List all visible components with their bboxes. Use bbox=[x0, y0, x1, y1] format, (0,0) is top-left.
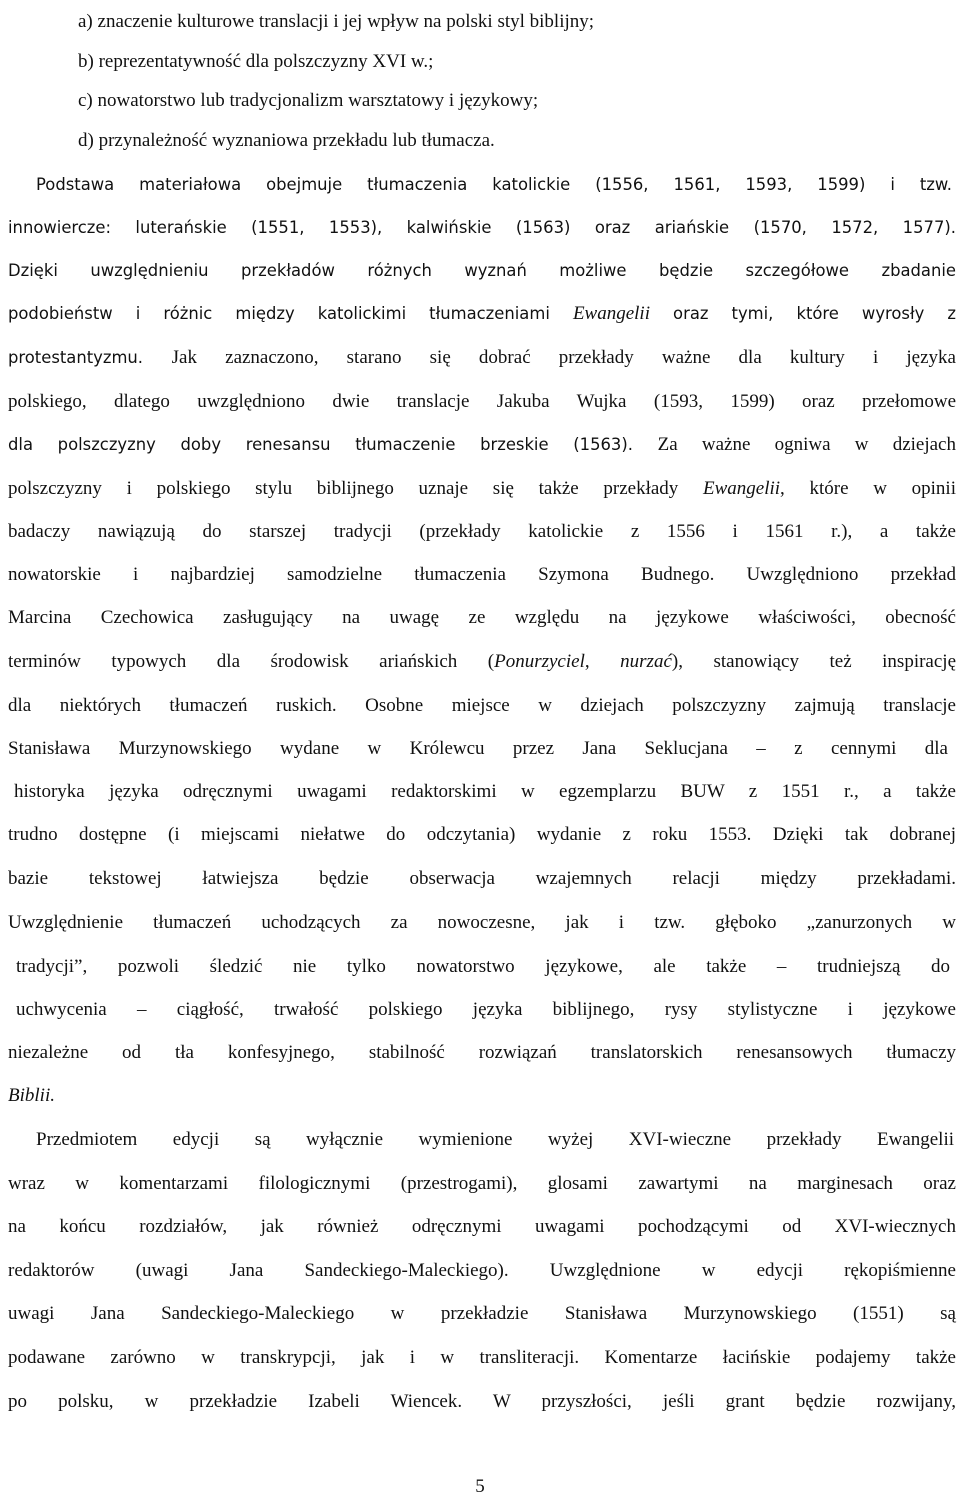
criteria-item-b: b) reprezentatywność dla polszczyzny XVI w.; bbox=[78, 51, 434, 72]
paragraph-line: tradycji”, pozwoli śledzić nie tylko nowatorstwo językowe, ale także – trudniejszą do bbox=[16, 956, 950, 977]
paragraph-line bbox=[8, 467, 956, 510]
paragraph-line: uwagi Jana Sandeckiego-Maleckiego w przekładzie Stanisława Murzynowskiego (1551) są bbox=[8, 1303, 956, 1324]
paragraph-last-line: Biblii. bbox=[8, 1085, 55, 1106]
criteria-item-c: c) nowatorstwo lub tradycjonalizm warsztatowy i językowy; bbox=[78, 90, 539, 111]
page-number: 5 bbox=[475, 1476, 485, 1497]
paragraph-line: Podstawa materiałowa obejmuje tłumaczenia katolickie (1556, 1561, 1593, 1599) i tzw. bbox=[36, 175, 952, 194]
paragraph-line: podawane zarówno w transkrypcji, jak i w transliteracji. Komentarze łacińskie podajemy także bbox=[8, 1347, 956, 1368]
paragraph-line: Uwzględnienie tłumaczeń uchodzących za nowoczesne, jak i tzw. głęboko „zanurzonych w bbox=[8, 912, 956, 933]
italic-term: nurzać bbox=[620, 651, 672, 672]
paragraph-line: badaczy nawiązują do starszej tradycji (przekłady katolickie z 1556 i 1561 r.), a także bbox=[8, 521, 956, 542]
text-run: polszczyzny i polskiego stylu biblijnego uznaje się także przekłady bbox=[8, 478, 703, 499]
italic-title: Ewangelii bbox=[572, 303, 650, 324]
paragraph-line: Stanisława Murzynowskiego wydane w Królewcu przez Jana Seklucjana – z cennymi dla bbox=[8, 738, 948, 759]
text-run: dla polszczyzny doby renesansu tłumaczenie brzeskie (1563). bbox=[8, 435, 658, 454]
text-run: , które w opinii bbox=[780, 478, 956, 499]
text-run: oraz tymi, które wyrosły z bbox=[650, 304, 956, 323]
paragraph-line: trudno dostępne (i miejscami niełatwe do odczytania) wydanie z roku 1553. Dzięki tak dobranej bbox=[8, 824, 956, 845]
paragraph-line bbox=[8, 336, 956, 379]
text-run: ), stanowiący też inspirację bbox=[671, 651, 957, 672]
paragraph-line: po polsku, w przekładzie Izabeli Wiencek. W przyszłości, jeśli grant będzie rozwijany, bbox=[8, 1391, 956, 1412]
italic-term: Ponurzyciel bbox=[494, 651, 585, 672]
text-run: Jak zaznaczono, starano się dobrać przekłady ważne dla kultury i języka bbox=[171, 347, 956, 368]
paragraph-line bbox=[8, 292, 956, 335]
paragraph-line bbox=[8, 640, 956, 683]
paragraph-line: redaktorów (uwagi Jana Sandeckiego-Maleckiego). Uwzględnione w edycji rękopiśmienne bbox=[8, 1260, 956, 1281]
text-run: protestantyzmu. bbox=[8, 348, 172, 367]
paragraph-line: wraz w komentarzami filologicznymi (przestrogami), glosami zawartymi na marginesach oraz bbox=[8, 1173, 956, 1194]
paragraph-line: innowiercze: luterańskie (1551, 1553), kalwińskie (1563) oraz ariańskie (1570, 1572, 1577). bbox=[8, 218, 956, 237]
paragraph-line: polskiego, dlatego uwzględniono dwie translacje Jakuba Wujka (1593, 1599) oraz przełomowe bbox=[8, 391, 956, 412]
text-run: Za ważne ogniwa w dziejach bbox=[657, 434, 956, 455]
paragraph-line: niezależne od tła konfesyjnego, stabilność rozwiązań translatorskich renesansowych tłumaczy bbox=[8, 1042, 956, 1063]
paragraph-line: bazie tekstowej łatwiejsza będzie obserwacja wzajemnych relacji między przekładami. bbox=[8, 868, 956, 889]
paragraph-line: dla niektórych tłumaczeń ruskich. Osobne miejsce w dziejach polszczyzny zajmują translacje bbox=[8, 695, 956, 716]
criteria-item-a: a) znaczenie kulturowe translacji i jej wpływ na polski styl biblijny; bbox=[78, 11, 595, 32]
text-run: , bbox=[584, 651, 621, 672]
paragraph-line: Dzięki uwzględnieniu przekładów różnych wyznań możliwe będzie szczegółowe zbadanie bbox=[8, 261, 956, 280]
text-run: podobieństw i różnic między katolickimi tłumaczeniami bbox=[8, 304, 573, 323]
paragraph-line: historyka języka odręcznymi uwagami redaktorskimi w egzemplarzu BUW z 1551 r., a także bbox=[14, 781, 956, 802]
paragraph-line: nowatorskie i najbardziej samodzielne tłumaczenia Szymona Budnego. Uwzględniono przekład bbox=[8, 564, 956, 585]
italic-title: Ewangelii bbox=[702, 478, 781, 499]
paragraph-line: na końcu rozdziałów, jak również odręcznymi uwagami pochodzącymi od XVI-wiecznych bbox=[8, 1216, 956, 1237]
criteria-item-d: d) przynależność wyznaniowa przekładu lub tłumacza. bbox=[78, 130, 495, 151]
paragraph-line: Marcina Czechowica zasługujący na uwagę ze względu na językowe właściwości, obecność bbox=[8, 607, 956, 628]
text-run: terminów typowych dla środowisk ariańskich ( bbox=[8, 651, 495, 672]
paragraph-line: uchwycenia – ciągłość, trwałość polskiego języka biblijnego, rysy stylistyczne i językowe bbox=[16, 999, 956, 1020]
paragraph-line: Przedmiotem edycji są wyłącznie wymienione wyżej XVI-wieczne przekłady Ewangelii bbox=[36, 1129, 954, 1150]
paragraph-line bbox=[8, 423, 956, 466]
